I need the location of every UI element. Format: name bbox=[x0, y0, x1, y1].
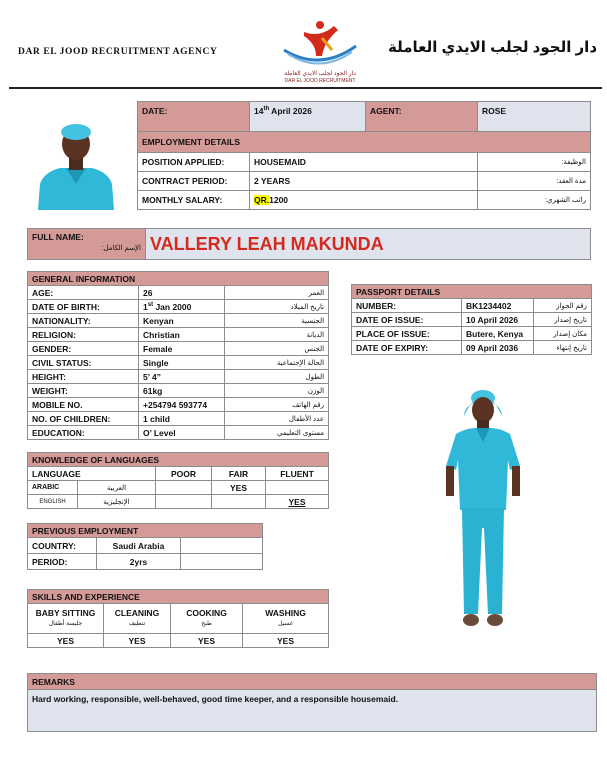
applicant-full-body-photo bbox=[440, 378, 526, 638]
table-row bbox=[28, 356, 329, 370]
children-label-arabic: عدد الأطفال bbox=[225, 412, 329, 426]
full-name-label-arabic: الإسم الكامل: bbox=[101, 245, 141, 252]
skill-baby-sitting: BABY SITTING جليسة أطفال bbox=[28, 604, 104, 634]
skill-washing: WASHING غسيل bbox=[243, 604, 329, 634]
education-label-arabic: مستوى التعليمي bbox=[225, 426, 329, 440]
agent-label: AGENT: bbox=[366, 102, 478, 132]
height-value: 5’ 4” bbox=[139, 370, 225, 384]
skills-header: SKILLS AND EXPERIENCE bbox=[28, 590, 329, 604]
arabic-fair: YES bbox=[212, 481, 266, 495]
dob-label-arabic: تاريخ الميلاد bbox=[225, 300, 329, 314]
contract-label: CONTRACT PERIOD: bbox=[138, 172, 250, 191]
issue-place-value: Butere, Kenya bbox=[462, 327, 534, 341]
salary-value: QR.1200 bbox=[250, 191, 478, 210]
nationality-label-arabic: الجنسية bbox=[225, 314, 329, 328]
agency-logo bbox=[272, 16, 368, 86]
gender-label: GENDER: bbox=[28, 342, 139, 356]
skills-table bbox=[27, 589, 329, 648]
agency-name-arabic: دار الجود لجلب الايدي العاملة bbox=[388, 39, 598, 56]
country-label: COUNTRY: bbox=[28, 538, 97, 554]
date-label: DATE: bbox=[138, 102, 250, 132]
table-row bbox=[28, 398, 329, 412]
logo-text-arabic: دار الجود لجلب الايدي العاملة bbox=[284, 71, 356, 77]
applicant-portrait-photo bbox=[30, 118, 122, 210]
passport-number-label-arabic: رقم الجواز bbox=[534, 299, 592, 313]
fair-column-header: FAIR bbox=[212, 467, 266, 481]
arabic-fluent bbox=[266, 481, 329, 495]
table-row bbox=[28, 286, 329, 300]
contract-label-arabic: مدة العقد: bbox=[478, 172, 591, 191]
table-row bbox=[28, 634, 329, 648]
languages-header: KNOWLEDGE OF LANGUAGES bbox=[28, 453, 329, 467]
table-row bbox=[28, 370, 329, 384]
period-value: 2yrs bbox=[97, 554, 181, 570]
table-row bbox=[28, 538, 263, 554]
date-value: 14th April 2026 bbox=[250, 102, 366, 132]
religion-value: Christian bbox=[139, 328, 225, 342]
mobile-label-arabic: رقم الهاتف bbox=[225, 398, 329, 412]
height-label-arabic: الطول bbox=[225, 370, 329, 384]
age-label: AGE: bbox=[28, 286, 139, 300]
children-value: 1 child bbox=[139, 412, 225, 426]
height-label: HEIGHT: bbox=[28, 370, 139, 384]
table-row bbox=[28, 342, 329, 356]
skill-cooking: COOKING طبخ bbox=[171, 604, 243, 634]
cleaning-value: YES bbox=[104, 634, 171, 648]
dob-value: 1st Jan 2000 bbox=[139, 300, 225, 314]
table-row bbox=[28, 604, 329, 634]
civil-status-value: Single bbox=[139, 356, 225, 370]
table-row bbox=[28, 328, 329, 342]
period-label: PERIOD: bbox=[28, 554, 97, 570]
table-row bbox=[138, 172, 591, 191]
english-fluent: YES bbox=[266, 495, 329, 509]
weight-value: 61kg bbox=[139, 384, 225, 398]
passport-header: PASSPORT DETAILS bbox=[352, 285, 592, 299]
full-name-value-cell bbox=[146, 229, 591, 260]
religion-label-arabic: الديانة bbox=[225, 328, 329, 342]
table-row bbox=[138, 153, 591, 172]
table-row bbox=[352, 327, 592, 341]
agency-name-english: DAR EL JOOD RECRUITMENT AGENCY bbox=[18, 47, 218, 57]
table-row bbox=[28, 495, 329, 509]
civil-status-label: CIVIL STATUS: bbox=[28, 356, 139, 370]
table-row bbox=[28, 412, 329, 426]
washing-value: YES bbox=[243, 634, 329, 648]
english-poor bbox=[156, 495, 212, 509]
table-row bbox=[352, 299, 592, 313]
expiry-date-value: 09 April 2036 bbox=[462, 341, 534, 355]
passport-number-value: BK1234402 bbox=[462, 299, 534, 313]
general-info-header: GENERAL INFORMATION bbox=[28, 272, 329, 286]
table-row bbox=[28, 300, 329, 314]
table-row bbox=[352, 341, 592, 355]
weight-label-arabic: الوزن bbox=[225, 384, 329, 398]
expiry-date-label: DATE OF EXPIRY: bbox=[352, 341, 462, 355]
issue-place-label-arabic: مكان إصدار bbox=[534, 327, 592, 341]
full-name-value: VALLERY LEAH MAKUNDA bbox=[150, 233, 384, 254]
remarks-table bbox=[27, 673, 597, 732]
expiry-date-label-arabic: تاريخ إنتهاء bbox=[534, 341, 592, 355]
issue-place-label: PLACE OF ISSUE: bbox=[352, 327, 462, 341]
employment-table bbox=[137, 101, 591, 210]
mobile-value: +254794 593774 bbox=[139, 398, 225, 412]
position-value: HOUSEMAID bbox=[250, 153, 478, 172]
gender-value: Female bbox=[139, 342, 225, 356]
weight-label: WEIGHT: bbox=[28, 384, 139, 398]
salary-label: MONTHLY SALARY: bbox=[138, 191, 250, 210]
country-value: Saudi Arabia bbox=[97, 538, 181, 554]
age-value: 26 bbox=[139, 286, 225, 300]
salary-label-arabic: راتب الشهري: bbox=[478, 191, 591, 210]
english-language-name-arabic: الإنجليزية bbox=[78, 495, 156, 509]
mobile-label: MOBILE NO. bbox=[28, 398, 139, 412]
employment-details-header: EMPLOYMENT DETAILS bbox=[138, 132, 591, 153]
issue-date-label-arabic: تاريخ إصدار bbox=[534, 313, 592, 327]
civil-status-label-arabic: الحالة الإجتماعية bbox=[225, 356, 329, 370]
arabic-poor bbox=[156, 481, 212, 495]
cooking-value: YES bbox=[171, 634, 243, 648]
agent-value: ROSE bbox=[478, 102, 591, 132]
nationality-label: NATIONALITY: bbox=[28, 314, 139, 328]
issue-date-value: 10 April 2026 bbox=[462, 313, 534, 327]
table-row bbox=[28, 314, 329, 328]
english-language-name: ENGLISH bbox=[28, 495, 78, 509]
arabic-language-name: ARABIC bbox=[28, 481, 78, 495]
full-name-label: FULL NAME: bbox=[32, 232, 84, 242]
baby-sitting-value: YES bbox=[28, 634, 104, 648]
english-fair bbox=[212, 495, 266, 509]
fluent-column-header: FLUENT bbox=[266, 467, 329, 481]
full-name-table bbox=[27, 228, 591, 260]
previous-employment-table bbox=[27, 523, 263, 570]
table-row bbox=[28, 384, 329, 398]
poor-column-header: POOR bbox=[156, 467, 212, 481]
position-label-arabic: الوظيفة: bbox=[478, 153, 591, 172]
education-value: O’ Level bbox=[139, 426, 225, 440]
languages-table bbox=[27, 452, 329, 509]
table-row bbox=[352, 313, 592, 327]
logo-text-english: DAR EL JOOD RECRUITMENT bbox=[284, 78, 356, 84]
religion-label: RELIGION: bbox=[28, 328, 139, 342]
dob-label: DATE OF BIRTH: bbox=[28, 300, 139, 314]
passport-number-label: NUMBER: bbox=[352, 299, 462, 313]
nationality-value: Kenyan bbox=[139, 314, 225, 328]
arabic-language-name-arabic: العربية bbox=[78, 481, 156, 495]
language-column-header: LANGUAGE bbox=[28, 467, 156, 481]
previous-employment-header: PREVIOUS EMPLOYMENT bbox=[28, 524, 263, 538]
table-row bbox=[28, 554, 263, 570]
issue-date-label: DATE OF ISSUE: bbox=[352, 313, 462, 327]
table-row bbox=[28, 481, 329, 495]
general-info-table bbox=[27, 271, 329, 440]
age-label-arabic: العمر bbox=[225, 286, 329, 300]
header-divider bbox=[9, 87, 602, 89]
remarks-header: REMARKS bbox=[28, 674, 597, 690]
table-row bbox=[28, 426, 329, 440]
education-label: EDUCATION: bbox=[28, 426, 139, 440]
remarks-text: Hard working, responsible, well-behaved, good time keeper, and a responsible housemaid. bbox=[28, 690, 597, 732]
table-row bbox=[138, 191, 591, 210]
children-label: NO. OF CHILDREN: bbox=[28, 412, 139, 426]
passport-table bbox=[351, 284, 592, 355]
gender-label-arabic: الجنس bbox=[225, 342, 329, 356]
full-name-label-cell bbox=[28, 229, 146, 260]
logo-emblem bbox=[272, 16, 368, 66]
skill-cleaning: CLEANING تنظيف bbox=[104, 604, 171, 634]
contract-value: 2 YEARS bbox=[250, 172, 478, 191]
table-row bbox=[28, 467, 329, 481]
position-label: POSITION APPLIED: bbox=[138, 153, 250, 172]
